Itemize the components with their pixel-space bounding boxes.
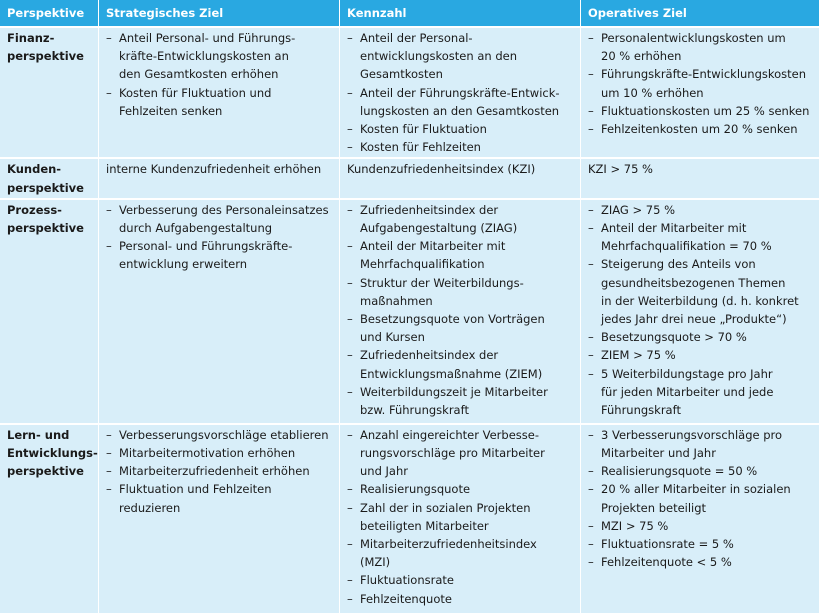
list-item: – MZI > 75 %: [588, 517, 813, 535]
header-operative-goal: Operatives Ziel: [581, 0, 819, 28]
operative-list: [588, 426, 813, 572]
kpi-cell: [340, 425, 581, 615]
perspective-cell: [0, 28, 99, 159]
list-item: – Führungskräfte-Entwicklungskosten um 10 % erhöhen: [588, 65, 813, 101]
list-item: – Verbesserung des Personaleinsatzes durch Aufgabengestaltung: [106, 201, 333, 237]
kpi-list: [347, 29, 574, 156]
list-item: – 5 Weiterbildungstage pro Jahr für jeden Mitarbeiter und jede Führungskraft: [588, 365, 813, 420]
operative-text: KZI > 75 %: [588, 162, 653, 177]
list-item: – Besetzungsquote von Vorträgen und Kursen: [347, 310, 574, 346]
kpi-text: Kundenzufriedenheitsindex (KZI): [347, 162, 536, 177]
list-item: – ZIAG > 75 %: [588, 201, 813, 219]
list-item: – Fehlzeitenkosten um 20 % senken: [588, 120, 813, 138]
list-item: – Anteil der Personal- entwicklungskosten an den Gesamtkosten: [347, 29, 574, 84]
operative-cell: [581, 425, 819, 615]
perspective-label: Finanz- perspektive: [7, 31, 84, 64]
list-item: – Verbesserungsvorschläge etablieren: [106, 426, 333, 444]
list-item: – 3 Verbesserungsvorschläge pro Mitarbeiter und Jahr: [588, 426, 813, 462]
list-item: – Fluktuationsrate = 5 %: [588, 535, 813, 553]
list-item: – Kosten für Fehlzeiten: [347, 138, 574, 156]
kpi-cell: [340, 28, 581, 159]
list-item: – 20 % aller Mitarbeiter in sozialen Projekten beteiligt: [588, 480, 813, 516]
operative-list: [588, 29, 813, 138]
list-item: – Zufriedenheitsindex der Entwicklungsmaßnahme (ZIEM): [347, 346, 574, 382]
strategic-cell: [99, 159, 340, 199]
operative-cell: [581, 200, 819, 425]
perspective-cell: [0, 425, 99, 615]
list-item: – Fluktuation und Fehlzeiten reduzieren: [106, 480, 333, 516]
list-item: – Besetzungsquote > 70 %: [588, 328, 813, 346]
list-item: – Kosten für Fluktuation: [347, 120, 574, 138]
kpi-cell: [340, 200, 581, 425]
list-item: – Steigerung des Anteils von gesundheitsbezogenen Themen in der Weiterbildung (d. h. konkret jedes Jahr drei neue „Produkte“): [588, 255, 813, 328]
header-kpi: Kennzahl: [340, 0, 581, 28]
list-item: – Personal- und Führungskräfte- entwicklung erweitern: [106, 237, 333, 273]
strategic-list: [106, 29, 333, 120]
list-item: – Anteil der Führungskräfte-Entwick- lungskosten an den Gesamtkosten: [347, 84, 574, 120]
strategic-text: interne Kundenzufriedenheit erhöhen: [106, 162, 322, 177]
list-item: – Realisierungsquote = 50 %: [588, 462, 813, 480]
list-item: – Fehlzeitenquote < 5 %: [588, 553, 813, 571]
list-item: – Mitarbeiterzufriedenheit erhöhen: [106, 462, 333, 480]
list-item: – Zufriedenheitsindex der Aufgabengestaltung (ZIAG): [347, 201, 574, 237]
list-item: – ZIEM > 75 %: [588, 346, 813, 364]
table-row-finance: [0, 28, 819, 159]
operative-cell: [581, 159, 819, 199]
table-row-learning: [0, 425, 819, 615]
list-item: – Mitarbeiterzufriedenheitsindex (MZI): [347, 535, 574, 571]
header-perspective: Perspektive: [0, 0, 99, 28]
perspective-cell: [0, 159, 99, 199]
kpi-list: [347, 426, 574, 608]
strategic-cell: [99, 425, 340, 615]
kpi-cell: [340, 159, 581, 199]
header-strategic-goal: Strategisches Ziel: [99, 0, 340, 28]
list-item: – Anteil der Mitarbeiter mit Mehrfachqualifikation = 70 %: [588, 219, 813, 255]
list-item: – Fluktuationsrate: [347, 571, 574, 589]
perspective-label: Prozess- perspektive: [7, 202, 84, 236]
perspective-label: Lern- und Entwicklungs- perspektive: [7, 427, 98, 479]
strategic-cell: [99, 200, 340, 425]
list-item: – Fehlzeitenquote: [347, 590, 574, 608]
list-item: – Anteil der Mitarbeiter mit Mehrfachqualifikation: [347, 237, 574, 273]
list-item: – Zahl der in sozialen Projekten beteiligten Mitarbeiter: [347, 499, 574, 535]
list-item: – Personalentwicklungskosten um 20 % erhöhen: [588, 29, 813, 65]
strategic-list: [106, 201, 333, 274]
list-item: – Struktur der Weiterbildungs- maßnahmen: [347, 274, 574, 310]
list-item: – Anzahl eingereichter Verbesse- rungsvorschläge pro Mitarbeiter und Jahr: [347, 426, 574, 481]
list-item: – Anteil Personal- und Führungs- kräfte-Entwicklungskosten an den Gesamtkosten erhöhen: [106, 29, 333, 84]
list-item: – Realisierungsquote: [347, 480, 574, 498]
list-item: – Mitarbeitermotivation erhöhen: [106, 444, 333, 462]
header-row: [0, 0, 819, 28]
list-item: – Kosten für Fluktuation und Fehlzeiten senken: [106, 84, 333, 120]
list-item: – Weiterbildungszeit je Mitarbeiter bzw. Führungskraft: [347, 383, 574, 419]
perspective-label: Kunden- perspektive: [7, 162, 84, 195]
perspective-cell: [0, 200, 99, 425]
operative-list: [588, 201, 813, 419]
list-item: – Fluktuationskosten um 25 % senken: [588, 102, 813, 120]
strategic-list: [106, 426, 333, 517]
operative-cell: [581, 28, 819, 159]
table-row-process: [0, 200, 819, 425]
kpi-list: [347, 201, 574, 419]
strategic-cell: [99, 28, 340, 159]
table-row-customer: [0, 159, 819, 199]
